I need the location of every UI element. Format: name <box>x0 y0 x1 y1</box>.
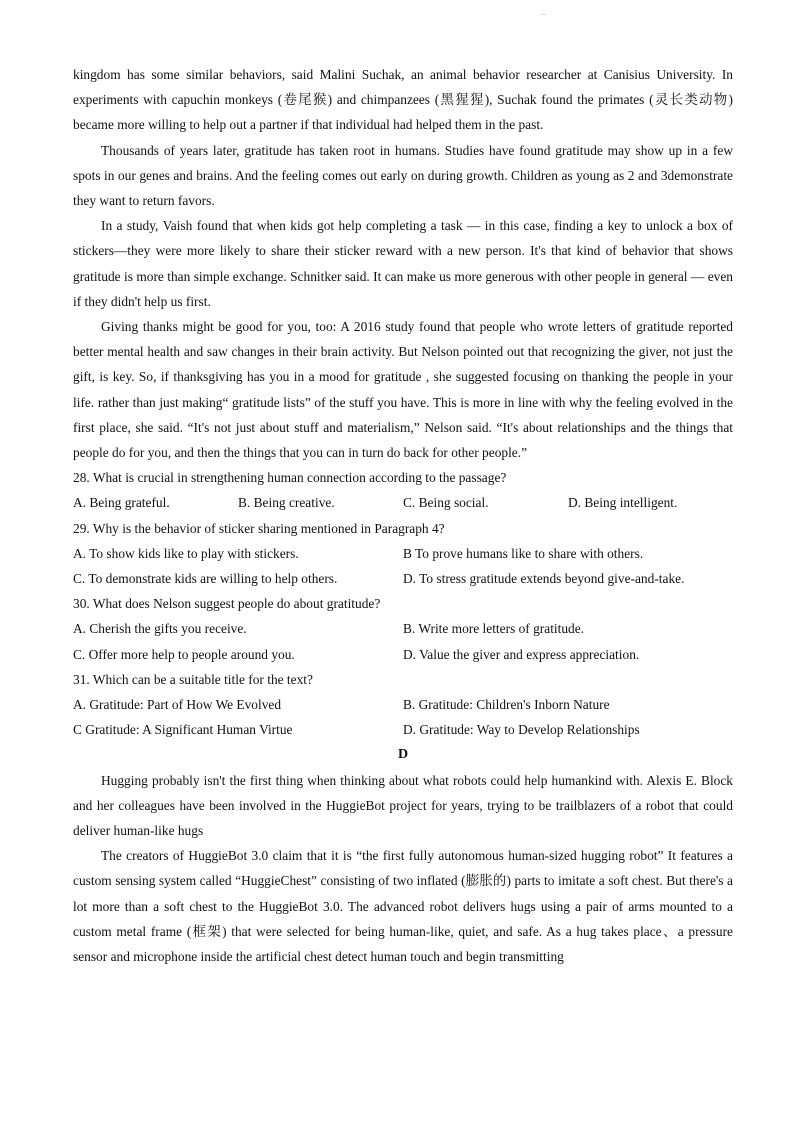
question-28-stem: 28. What is crucial in strengthening human connection according to the passage? <box>73 470 507 486</box>
question-28-option-c: C. Being social. <box>403 495 489 511</box>
question-29-stem: 29. Why is the behavior of sticker sharing mentioned in Paragraph 4? <box>73 520 445 536</box>
passage-c-paragraph-3: In a study, Vaish found that when kids got help completing a task — in this case, finding a key to unlock a box of stickers—they were more likely to share their sticker reward with a new person. It's that kind of behavior that shows gratitude is more than simple exchange. Schnitker said. It can make us more generous with other people in general — even if they didn't help us first. <box>73 218 733 309</box>
question-29-option-d: D. To stress gratitude extends beyond give-and-take. <box>403 571 685 586</box>
passage-c-paragraph-2: Thousands of years later, gratitude has taken root in humans. Studies have found gratitude may show up in a few spots in our genes and brains. And the feeling comes out early on during growth. Children as young as 2 and 3demonstrate they want to return favors. <box>73 142 733 209</box>
question-29-option-a: A. To show kids like to play with stickers. <box>73 545 299 561</box>
question-31-option-b: B. Gratitude: Children's Inborn Nature <box>403 696 610 712</box>
question-31-option-d: D. Gratitude: Way to Develop Relationships <box>403 722 640 738</box>
question-30-option-a: A. Cherish the gifts you receive. <box>73 621 247 637</box>
question-28-option-a: A. Being grateful. <box>73 495 170 511</box>
question-31-options-row-1 <box>73 692 733 717</box>
question-31-stem: 31. Which can be a suitable title for the text? <box>73 671 313 687</box>
question-30-stem: 30. What does Nelson suggest people do about gratitude? <box>73 596 381 612</box>
question-30-options-row-2 <box>73 642 733 667</box>
question-29-option-b: B To prove humans like to share with others. <box>403 545 644 561</box>
question-31-options-row-2 <box>73 717 733 742</box>
document-page <box>73 62 733 969</box>
question-29-options-row-2 <box>73 566 733 591</box>
question-30-option-c: C. Offer more help to people around you. <box>73 646 295 662</box>
question-28-option-b: B. Being creative. <box>238 495 335 511</box>
question-28-option-d: D. Being intelligent. <box>568 495 678 511</box>
question-31-option-c: C Gratitude: A Significant Human Virtue <box>73 722 293 738</box>
question-29-options-row-1 <box>73 541 733 566</box>
section-d-paragraph-2: The creators of HuggieBot 3.0 claim that it is “the first fully autonomous human-sized hugging robot” It features a custom sensing system called “HuggieChest” consisting of two inflated (膨胀的) parts to imitate a soft chest. But there's a lot more than a soft chest to the HuggieBot 3.0. The advanced robot delivers hugs using a pair of arms mounted to a custom metal frame (框架) that were selected for being human-like, quiet, and safe. As a hug takes place、a pressure sensor and microphone inside the artificial chest detect human touch and begin transmitting <box>73 848 733 964</box>
question-31-option-a: A. Gratitude: Part of How We Evolved <box>73 696 282 712</box>
passage-c-paragraph-1: kingdom has some similar behaviors, said Malini Suchak, an animal behavior researcher at Canisius University. In experiments with capuchin monkeys (卷尾猴) and chimpanzees (黑猩猩), Suchak found the primates (灵长类动物) became more willing to help out a partner if that individual had helped them in the past. <box>73 67 733 133</box>
passage-c-paragraph-4: Giving thanks might be good for you, too: A 2016 study found that people who wrote letters of gratitude reported better mental health and saw changes in their brain activity. But Nelson pointed out that recognizing the giver, not just the gift, is key. So, if thanksgiving has you in a mood for gratitude , she suggested focusing on thanking the people in your life. rather than just making“ gratitude lists” of the stuff you have. This is more in line with why the feeling evolved in the first place, she said. “It's not just about stuff and materialism,” Nelson said. “It's about relationships and the things that people do for you, and then the things that you can in turn do back for other people.” <box>73 319 733 461</box>
question-28-options <box>73 490 733 515</box>
question-30-option-d: D. Value the giver and express appreciation. <box>403 646 640 662</box>
section-d-paragraph-1: Hugging probably isn't the first thing when thinking about what robots could help humankind with. Alexis E. Block and her colleagues have been involved in the HuggieBot project for years, trying to be trailblazers of a robot that could deliver human-like hugs <box>73 772 733 838</box>
question-30-option-b: B. Write more letters of gratitude. <box>403 621 585 637</box>
header-mark <box>540 14 546 15</box>
question-30-options-row-1 <box>73 616 733 641</box>
section-d-heading: D <box>397 747 409 763</box>
question-29-option-c: C. To demonstrate kids are willing to help others. <box>73 571 338 586</box>
